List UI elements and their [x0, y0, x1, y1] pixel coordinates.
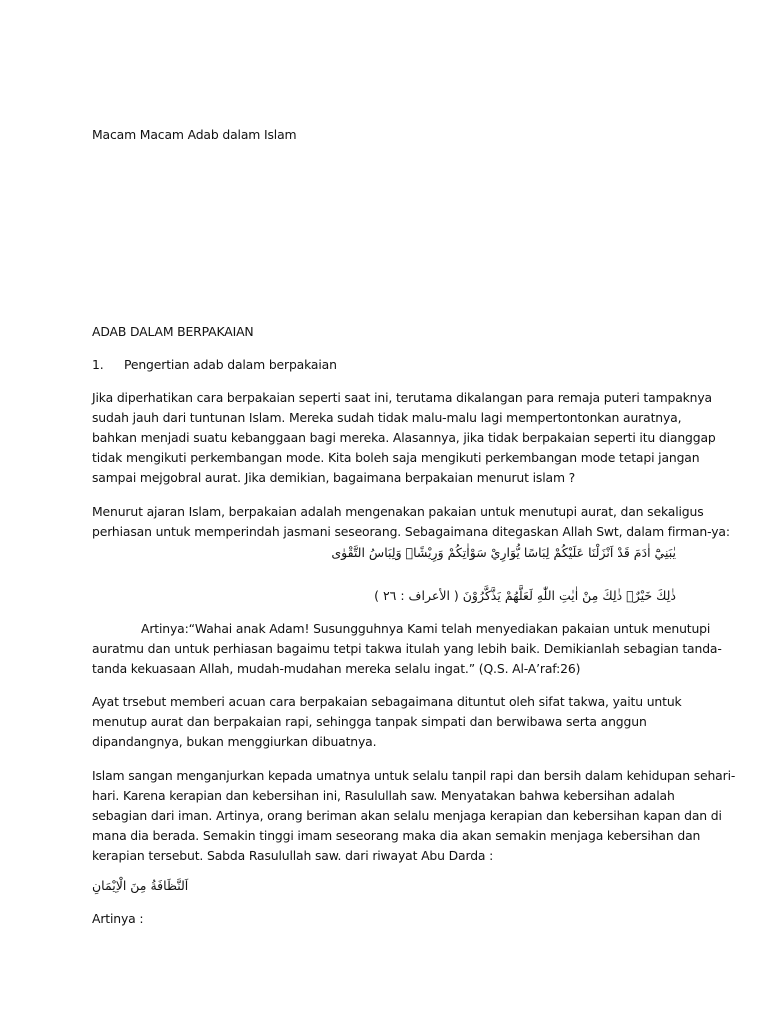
paragraph-line: mana dia berada. Semakin tinggi imam seseorang maka dia akan semakin menjaga kebersihan dan: [92, 828, 701, 843]
paragraph-line: sudah jauh dari tuntunan Islam. Mereka sudah tidak malu-malu lagi mempertontonkan auratnya,: [92, 410, 682, 425]
arabic-hadith: اَلنَّظَافَةُ مِنَ الْاِيْمَانِ: [92, 878, 189, 893]
paragraph-line: menutup aurat dan berpakaian rapi, sehingga tanpak simpati dan berwibawa serta anggun: [92, 714, 647, 729]
paragraph-line: Menurut ajaran Islam, berpakaian adalah mengenakan pakaian untuk menutupi aurat, dan sekaligus: [92, 504, 704, 519]
paragraph-line: dipandangnya, bukan menggiurkan dibuatnya.: [92, 734, 377, 749]
paragraph-line: bahkan menjadi suatu kebanggaan bagi mereka. Alasannya, jika tidak berpakaian seperti itu dianggap: [92, 430, 716, 445]
artinya-label: Artinya :: [92, 911, 144, 926]
section-heading: ADAB DALAM BERPAKAIAN: [92, 324, 254, 339]
paragraph-line: kerapian tersebut. Sabda Rasulullah saw. dari riwayat Abu Darda :: [92, 848, 494, 863]
paragraph-line: Artinya:“Wahai anak Adam! Susungguhnya Kami telah menyediakan pakaian untuk menutupi: [141, 621, 711, 636]
paragraph-line: perhiasan untuk memperindah jasmani seseorang. Sebagaimana ditegaskan Allah Swt, dalam firman-ya:: [92, 524, 730, 539]
paragraph-line: tidak mengikuti perkembangan mode. Kita boleh saja mengikuti perkembangan mode tetapi jangan: [92, 450, 700, 465]
arabic-verse-line-2: ذٰلِكَ خَيْرٌۗ ذٰلِكَ مِنْ اٰيٰتِ اللّٰهِ لَعَلَّهُمْ يَذَّكَّرُوْنَ ( الأعراف : ٢٦ ): [374, 588, 676, 603]
paragraph-line: Ayat trsebut memberi acuan cara berpakaian sebagaimana dituntut oleh sifat takwa, yaitu untuk: [92, 694, 682, 709]
paragraph-line: tanda kekuasaan Allah, mudah-mudahan mereka selalu ingat.” (Q.S. Al-A’raf:26): [92, 661, 581, 676]
paragraph-line: sampai mejgobral aurat. Jika demikian, bagaimana berpakaian menurut islam ?: [92, 470, 576, 485]
list-item-title: Pengertian adab dalam berpakaian: [124, 357, 337, 372]
list-item-number: 1.: [92, 357, 104, 372]
document-title: Macam Macam Adab dalam Islam: [92, 127, 297, 142]
paragraph-line: auratmu dan untuk perhiasan bagaimu tetpi takwa itulah yang lebih baik. Demikianlah sebagian tanda-: [92, 641, 722, 656]
paragraph-line: sebagian dari iman. Artinya, orang beriman akan selalu menjaga kerapian dan kebersihan kapan dan di: [92, 808, 722, 823]
paragraph-line: hari. Karena kerapian dan kebersihan ini, Rasulullah saw. Menyatakan bahwa kebersihan adalah: [92, 788, 675, 803]
paragraph-line: Islam sangan menganjurkan kepada umatnya untuk selalu tanpil rapi dan bersih dalam kehidupan sehari-: [92, 768, 736, 783]
paragraph-line: Jika diperhatikan cara berpakaian seperti saat ini, terutama dikalangan para remaja puteri tampaknya: [92, 390, 713, 405]
arabic-verse-line-1: يٰبَنِيْٓ اٰدَمَ قَدْ اَنْزَلْنَا عَلَيْكُمْ لِبَاسًا يُّوَارِيْ سَوْاٰتِكُمْ وَرِيْشًاۗ وَلِبَاسُ التَّقْوٰى: [331, 545, 676, 560]
